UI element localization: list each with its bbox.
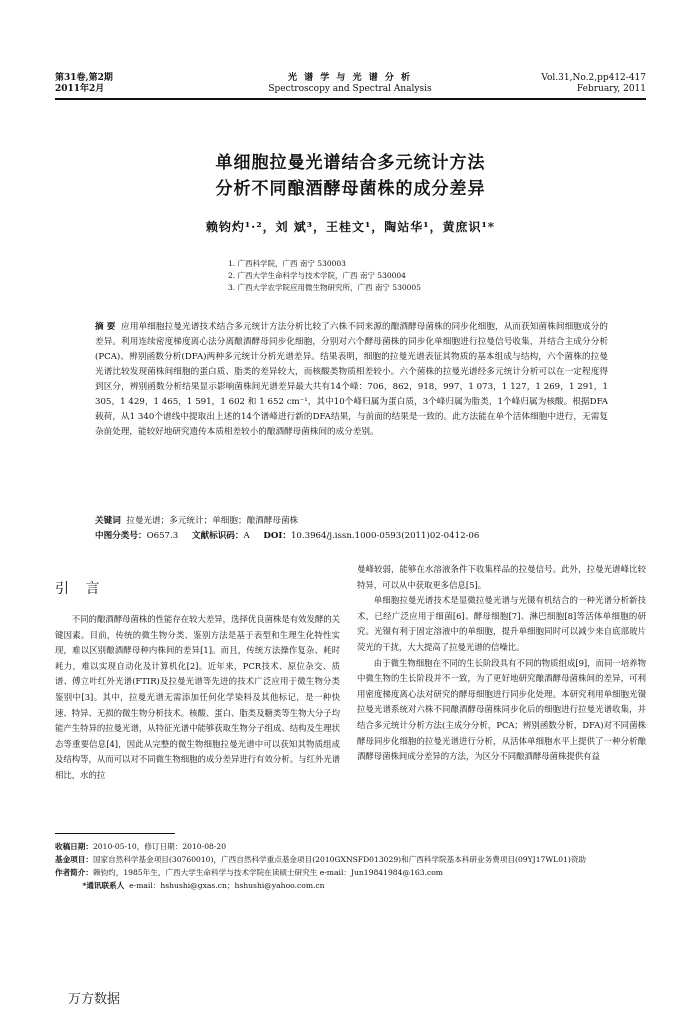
- doc-code-label: 文献标识码：: [191, 531, 244, 541]
- clc-value: O657.3: [146, 531, 179, 541]
- header-citation: [500, 73, 646, 95]
- watermark-wanfang: 万方数据: [68, 992, 121, 1007]
- clc-label: 中图分类号：: [95, 531, 147, 541]
- abstract-block: [95, 320, 608, 440]
- right-paragraph-3: 由于微生物细胞在不同的生长阶段具有不同的物质组成[9]，而同一培养物中微生物的生长阶段并不一致，为了更好地研究酿酒酵母菌株间的差异，可利用密度梯度离心法对研究的酵母细胞进行同步化处理。本研究利用单细胞光镊拉曼光谱系统对六株不同酿酒酵母菌株同步化后的细胞进行拉曼光谱收集，并结合多元统计分析方法(主成分分析，PCA；辨别函数分析，DFA)对不同菌株酵母同步化细胞的拉曼光谱进行分析，从活体单细胞水平上提供了一种分析酿酒酵母菌株间成分差异的方法，为区分不同酿酒酵母菌株提供有益: [357, 657, 646, 762]
- paper-title-line1: 单细胞拉曼光谱结合多元统计方法: [215, 153, 486, 173]
- keywords-text: 拉曼光谱；多元统计；单细胞；酿酒酵母菌株: [126, 516, 299, 526]
- affiliation-1: 1. 广西科学院，广西 南宁 530003: [228, 259, 346, 268]
- footnote-received: [55, 840, 646, 853]
- right-column-body: [357, 562, 646, 765]
- right-paragraph-2: 单细胞拉曼光谱技术是显微拉曼光谱与光镊有机结合的一种光谱分析新技术，已经广泛应用于细菌[6]、酵母细胞[7]、淋巴细胞[8]等活体单细胞的研究。光镊有利于固定溶液中的单细胞，提升单细胞同时可以减少来自底部玻片荧光的干扰，大大提高了拉曼光谱的信噪比。: [357, 595, 646, 652]
- header-month: February, 2011: [576, 84, 646, 94]
- header-journal: [200, 73, 500, 95]
- abstract-text: 应用单细胞拉曼光谱技术结合多元统计方法分析比较了六株不同来源的酿酒酵母菌株的同步化细胞，从而获知菌株间细胞成分的差异。利用连续密度梯度离心法分离酿酒酵母同步化细胞，分别对六个酵母菌株的同步化单细胞进行拉曼信号收集，并结合主成分分析(PCA)、辨别函数分析(DFA)两种多元统计分析光谱差异。结果表明，细胞的拉曼光谱表征其物质的基本组成与结构，六个菌株的拉曼光谱比较发现菌株间细胞的蛋白质、脂类的差异较大，而核酸类物质相差较小。六个菌株的拉曼光谱经多元统计分析可以在一定程度得到区分，辨别函数分析结果显示影响菌株间光谱差异最大共有14个峰：706，862，918，997，1 073，1 127，1 269，1 291，1 305，1 429，1 465，1 591，1 602 和 1 652 cm⁻¹，其中10个峰归属为蛋白质，3个峰归属为脂类，1个峰归属为核酸。根据DFA载荷，从1 340个谱线中提取出上述的14个谱峰进行新的DFA结果，与前面的结果是一致的。此方法能在单个活体细胞中进行，无需复杂前处理，能较好地研究遗传本质相差较小的酿酒酵母菌株间的成分差别。: [95, 322, 608, 437]
- paper-title-line2: 分析不同酿酒酵母菌株的成分差异: [215, 179, 486, 199]
- doi-label: DOI：: [263, 531, 291, 541]
- author-list: 赖钧灼¹·²，刘 斌³，王桂文¹，陶站华¹，黄庶识¹*: [205, 220, 496, 234]
- affiliation-2: 2. 广西大学生命科学与技术学院，广西 南宁 530004: [228, 271, 406, 280]
- header-vol-pages: Vol.31,No.2,pp412-417: [541, 73, 646, 83]
- affiliation-list: [228, 258, 628, 294]
- footnote-correspondence: [55, 879, 646, 892]
- header-volume: [55, 73, 185, 95]
- footnote-funding-text: 国家自然科学基金项目(30760010)，广西自然科学重点基金项目(2010GXNSFD013029)和广西科学院基本科研业务费项目(09YJ17WL01)资助: [92, 855, 587, 864]
- footnote-author-label: 作者简介：: [55, 868, 93, 877]
- footnote-rule: [55, 833, 175, 834]
- footnote-block: [55, 840, 646, 892]
- footnote-author-text: 赖钧灼，1985年生，广西大学生命科学与技术学院在读硕士研究生 e-mail：Jun19841984@163.com: [92, 868, 443, 877]
- section-title-introduction: 引 言: [55, 581, 106, 597]
- header-volume-issue: 第31卷,第2期: [55, 73, 113, 83]
- left-paragraph: 不同的酿酒酵母菌株的性能存在较大差异，选择优良菌株是有效发酵的关键因素。目前，传统的微生物分类、鉴别方法是基于表型和生理生化特性实现，难以区别酿酒酵母种内株间的差异[1]。而且，传统方法操作复杂、耗时耗力，难以实现自动化及计算机化[2]。近年来，PCR技术、原位杂交、质谱、傅立叶红外光谱(FTIR)及拉曼光谱等先进的技术广泛应用于微生物分类鉴别中[3]。其中，拉曼光谱无需添加任何化学染料及其他标记，是一种快速、特异、无损的微生物分析技术。核酸、蛋白、脂类及糖类等生物大分子均能产生特异的拉曼光谱，从特征光谱中能够获取生物分子组成、结构及生理状态等重要信息[4]，因此从完整的微生物细胞拉曼光谱中可以获知其物质组成及结构等，从而可以对不同微生物细胞的成分差异进行有效分析。与红外光谱相比，水的拉: [55, 614, 340, 780]
- keywords-label: 关键词: [95, 516, 121, 526]
- header-rule: [55, 98, 646, 100]
- left-column-body: [55, 612, 340, 784]
- header-journal-cn: 光 谱 学 与 光 谱 分 析: [288, 73, 412, 83]
- header-date: 2011年2月: [55, 84, 105, 94]
- footnote-received-text: 2010-05-10，修订日期：2010-08-20: [92, 842, 227, 851]
- footnote-funding: [55, 853, 646, 866]
- footnote-received-label: 收稿日期：: [55, 842, 93, 851]
- abstract-label: 摘 要: [95, 322, 116, 332]
- keywords-row: [95, 514, 608, 528]
- footnote-correspondence-label: *通讯联系人: [82, 881, 125, 890]
- doi-value: 10.3964/j.issn.1000-0593(2011)02-0412-06: [290, 531, 480, 541]
- right-paragraph-1: 曼峰较弱，能够在水溶液条件下收集样品的拉曼信号。此外，拉曼光谱峰比较特异，可以从中获取更多信息[5]。: [357, 564, 646, 590]
- affiliation-3: 3. 广西大学农学院应用微生物研究所，广西 南宁 530005: [228, 283, 421, 292]
- doc-code-value: A: [243, 531, 250, 541]
- footnote-author-bio: [55, 866, 646, 879]
- header-journal-en: Spectroscopy and Spectral Analysis: [268, 84, 432, 94]
- footnote-correspondence-text: e-mail：hshushi@gxas.cn；hshushi@yahoo.com.cn: [129, 881, 325, 890]
- footnote-funding-label: 基金项目：: [55, 855, 93, 864]
- classification-row: [95, 529, 608, 543]
